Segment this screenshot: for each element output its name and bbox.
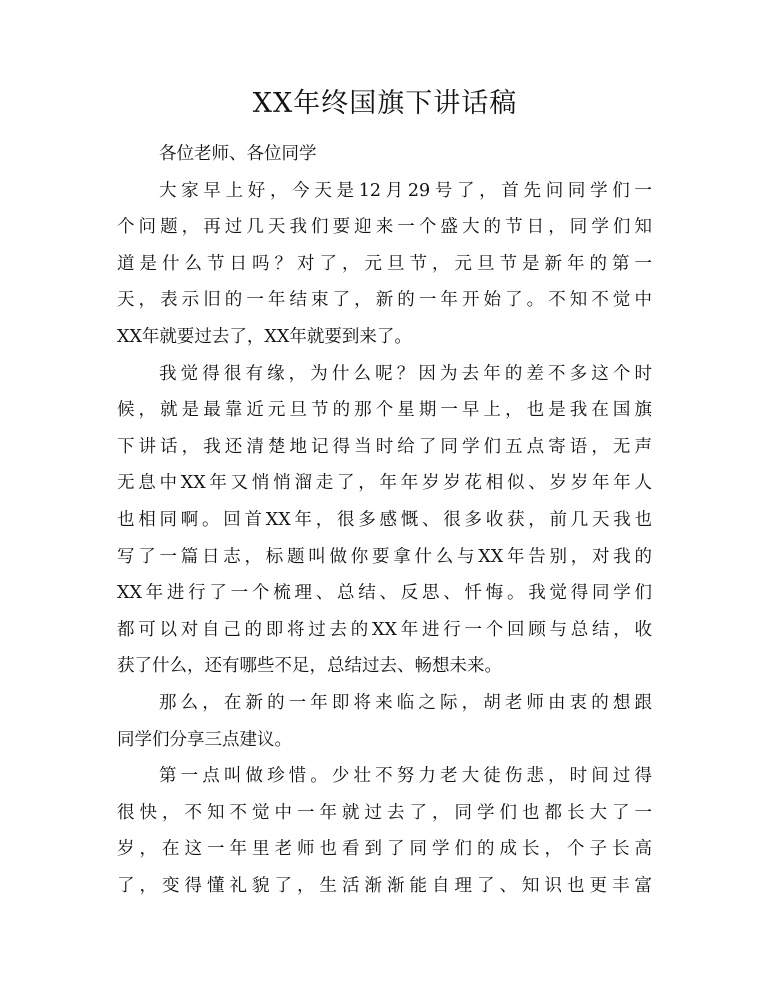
text-line: 下讲话，我还清楚地记得当时给了同学们五点寄语，无声: [117, 436, 652, 457]
text-line: 同学们分享三点建议。: [117, 729, 292, 750]
text-line: 第一点叫做珍惜。少壮不努力老大徒伤悲，时间过得: [159, 766, 652, 787]
text-line: 各位老师、各位同学: [159, 144, 317, 164]
text-line: 无息中XX年又悄悄溜走了，年年岁岁花相似、岁岁年年人: [117, 473, 652, 494]
text-line: 个问题，再过几天我们要迎来一个盛大的节日，同学们知: [117, 217, 652, 238]
text-line: 都可以对自己的即将过去的XX年进行一个回顾与总结，收: [117, 619, 652, 640]
document-body: [117, 136, 652, 904]
text-line: 候，就是最靠近元旦节的那个星期一早上，也是我在国旗: [117, 400, 652, 421]
text-line: 大家早上好，今天是12月29号了，首先问同学们一: [159, 180, 652, 201]
text-line: 天，表示旧的一年结束了，新的一年开始了。不知不觉中: [117, 290, 652, 311]
text-line: 岁，在这一年里老师也看到了同学们的成长，个子长高: [117, 839, 652, 860]
text-line: 获了什么，还有哪些不足，总结过去、畅想未来。: [117, 656, 502, 677]
text-line: XX年进行了一个梳理、总结、反思、忏悔。我觉得同学们: [117, 583, 652, 604]
text-line: 写了一篇日志，标题叫做你要拿什么与XX年告别，对我的: [117, 546, 652, 567]
text-line: 很快，不知不觉中一年就过去了，同学们也都长大了一: [117, 802, 652, 823]
document-title: XX年终国旗下讲话稿: [252, 88, 518, 119]
text-line: 也相同啊。回首XX年，很多感慨、很多收获，前几天我也: [117, 509, 652, 530]
text-line: 了，变得懂礼貌了，生活渐渐能自理了、知识也更丰富: [117, 875, 652, 896]
text-line: 那么，在新的一年即将来临之际，胡老师由衷的想跟: [159, 692, 652, 713]
text-line: XX年就要过去了，XX年就要到来了。: [117, 326, 412, 347]
text-line: 我觉得很有缘，为什么呢？因为去年的差不多这个时: [159, 363, 652, 384]
text-line: 道是什么节日吗？对了，元旦节，元旦节是新年的第一: [117, 253, 652, 274]
